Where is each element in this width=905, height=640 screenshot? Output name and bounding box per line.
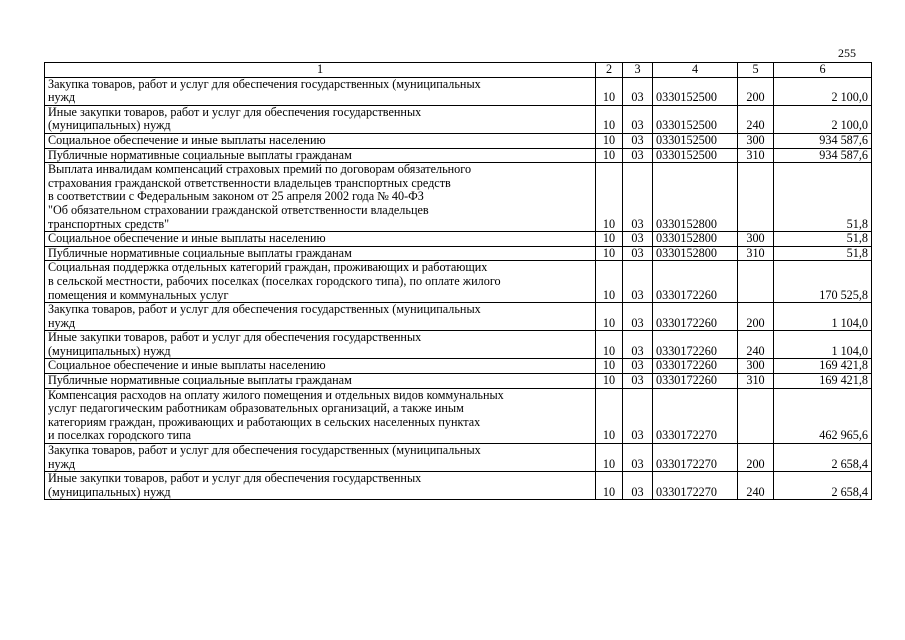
section-code-cell: 10 [596,133,623,148]
section-code-cell: 10 [596,359,623,374]
amount-cell: 51,8 [774,232,872,247]
subsection-code-cell: 03 [623,374,653,389]
expense-type-cell: 300 [738,133,774,148]
amount-cell: 51,8 [774,163,872,232]
amount-cell: 934 587,6 [774,133,872,148]
expense-type-cell: 300 [738,232,774,247]
page-number: 255 [838,46,856,60]
amount-cell: 462 965,6 [774,388,872,443]
table-row [45,246,872,261]
row-name-cell: Закупка товаров, работ и услуг для обеспечения государственных (муниципальных нужд [45,303,596,331]
row-name-cell: Иные закупки товаров, работ и услуг для обеспечения государственных (муниципальных) нужд [45,331,596,359]
expense-type-cell: 240 [738,105,774,133]
section-code-cell: 10 [596,148,623,163]
table-row [45,444,872,472]
section-code-cell: 10 [596,472,623,500]
row-name-cell: Выплата инвалидам компенсаций страховых премий по договорам обязательного страхования гражданской ответственности владельцев транспортных средств в соответствии с Федеральным законом от 25 апреля 2002 года № 40-ФЗ "Об обязательном страховании гражданской ответственности владельцев транспортных средств" [45,163,596,232]
subsection-code-cell: 03 [623,148,653,163]
subsection-code-cell: 03 [623,77,653,105]
target-article-cell: 0330152500 [653,148,738,163]
subsection-code-cell: 03 [623,105,653,133]
amount-cell: 2 100,0 [774,77,872,105]
subsection-code-cell: 03 [623,163,653,232]
expense-type-cell: 300 [738,359,774,374]
row-name-cell: Социальное обеспечение и иные выплаты населению [45,359,596,374]
amount-cell: 2 658,4 [774,472,872,500]
row-name-cell: Компенсация расходов на оплату жилого помещения и отдельных видов коммунальных услуг педагогическим работникам образовательных организаций, а также иным категориям граждан, проживающих и работающих в сельских населенных пунктах и поселках городского типа [45,388,596,443]
amount-cell: 2 100,0 [774,105,872,133]
expense-type-cell: 310 [738,374,774,389]
column-header-3: 3 [623,63,653,78]
subsection-code-cell: 03 [623,261,653,303]
row-name-cell: Иные закупки товаров, работ и услуг для обеспечения государственных (муниципальных) нужд [45,472,596,500]
target-article-cell: 0330172260 [653,303,738,331]
subsection-code-cell: 03 [623,246,653,261]
expense-type-cell: 200 [738,77,774,105]
target-article-cell: 0330152500 [653,77,738,105]
expense-type-cell [738,388,774,443]
amount-cell: 1 104,0 [774,303,872,331]
section-code-cell: 10 [596,232,623,247]
section-code-cell: 10 [596,77,623,105]
row-name-cell: Публичные нормативные социальные выплаты гражданам [45,148,596,163]
table-row [45,148,872,163]
row-name-cell: Социальная поддержка отдельных категорий граждан, проживающих и работающих в сельской местности, рабочих поселках (поселках городского типа), по оплате жилого помещения и коммунальных услуг [45,261,596,303]
target-article-cell: 0330172270 [653,472,738,500]
subsection-code-cell: 03 [623,331,653,359]
section-code-cell: 10 [596,246,623,261]
subsection-code-cell: 03 [623,388,653,443]
subsection-code-cell: 03 [623,472,653,500]
amount-cell: 1 104,0 [774,331,872,359]
amount-cell: 169 421,8 [774,374,872,389]
target-article-cell: 0330172270 [653,444,738,472]
amount-cell: 51,8 [774,246,872,261]
section-code-cell: 10 [596,303,623,331]
column-header-1: 1 [45,63,596,78]
amount-cell: 169 421,8 [774,359,872,374]
row-name-cell: Закупка товаров, работ и услуг для обеспечения государственных (муниципальных нужд [45,444,596,472]
amount-cell: 2 658,4 [774,444,872,472]
target-article-cell: 0330152800 [653,246,738,261]
column-header-5: 5 [738,63,774,78]
target-article-cell: 0330152800 [653,232,738,247]
expense-type-cell: 310 [738,148,774,163]
section-code-cell: 10 [596,444,623,472]
expense-type-cell: 240 [738,472,774,500]
column-header-4: 4 [653,63,738,78]
target-article-cell: 0330172260 [653,374,738,389]
section-code-cell: 10 [596,163,623,232]
table-row [45,163,872,232]
row-name-cell: Иные закупки товаров, работ и услуг для обеспечения государственных (муниципальных) нужд [45,105,596,133]
subsection-code-cell: 03 [623,133,653,148]
table-row [45,232,872,247]
table-row [45,261,872,303]
expense-type-cell: 310 [738,246,774,261]
section-code-cell: 10 [596,388,623,443]
target-article-cell: 0330152500 [653,133,738,148]
expense-type-cell [738,261,774,303]
row-name-cell: Публичные нормативные социальные выплаты гражданам [45,246,596,261]
subsection-code-cell: 03 [623,359,653,374]
table-row [45,359,872,374]
target-article-cell: 0330172260 [653,359,738,374]
section-code-cell: 10 [596,261,623,303]
table-row [45,331,872,359]
section-code-cell: 10 [596,331,623,359]
table-row [45,472,872,500]
table-body [45,77,872,500]
subsection-code-cell: 03 [623,444,653,472]
section-code-cell: 10 [596,374,623,389]
subsection-code-cell: 03 [623,232,653,247]
amount-cell: 170 525,8 [774,261,872,303]
expense-type-cell: 200 [738,303,774,331]
row-name-cell: Социальное обеспечение и иные выплаты населению [45,133,596,148]
column-header-2: 2 [596,63,623,78]
table-row [45,133,872,148]
target-article-cell: 0330172260 [653,331,738,359]
row-name-cell: Закупка товаров, работ и услуг для обеспечения государственных (муниципальных нужд [45,77,596,105]
row-name-cell: Публичные нормативные социальные выплаты гражданам [45,374,596,389]
expense-type-cell: 240 [738,331,774,359]
target-article-cell: 0330172270 [653,388,738,443]
row-name-cell: Социальное обеспечение и иные выплаты населению [45,232,596,247]
section-code-cell: 10 [596,105,623,133]
budget-table [44,62,872,500]
target-article-cell: 0330152500 [653,105,738,133]
table-row [45,388,872,443]
expense-type-cell [738,163,774,232]
column-header-6: 6 [774,63,872,78]
table-row [45,77,872,105]
table-row [45,374,872,389]
target-article-cell: 0330172260 [653,261,738,303]
expense-type-cell: 200 [738,444,774,472]
table-row [45,303,872,331]
table-row [45,105,872,133]
header-row [45,63,872,78]
amount-cell: 934 587,6 [774,148,872,163]
subsection-code-cell: 03 [623,303,653,331]
target-article-cell: 0330152800 [653,163,738,232]
